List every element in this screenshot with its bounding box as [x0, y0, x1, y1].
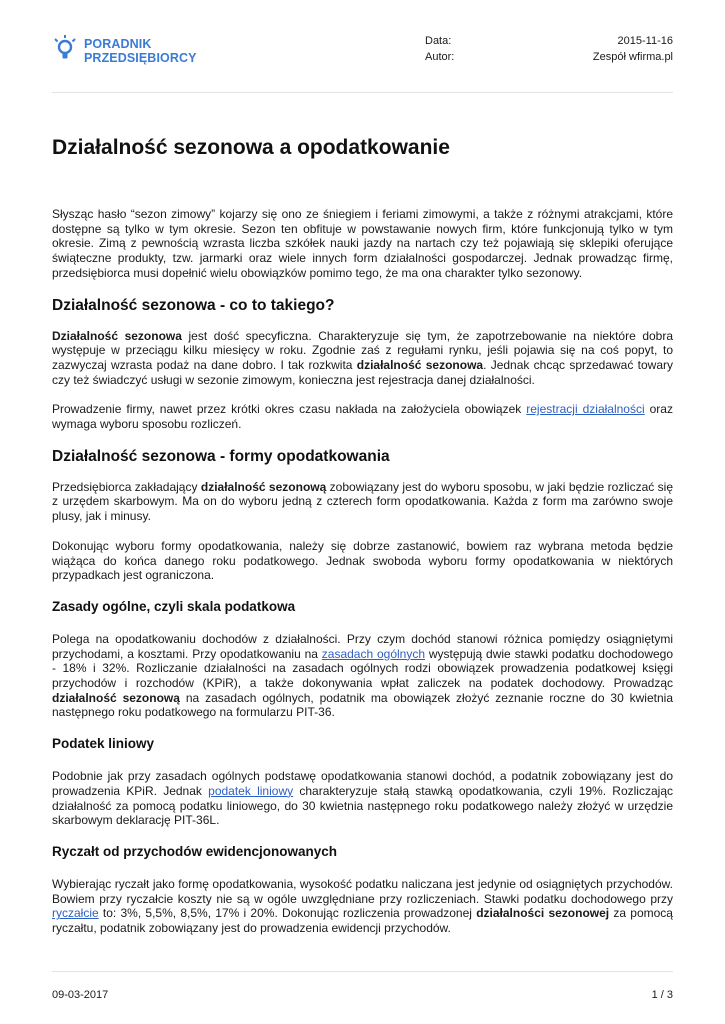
- paragraph: [52, 769, 673, 828]
- footer-date: 09-03-2017: [52, 989, 109, 1001]
- date-label: Data:: [425, 35, 452, 47]
- logo-line-1: PORADNIK: [84, 37, 152, 51]
- paragraph: [52, 329, 673, 388]
- header-divider: [52, 92, 673, 93]
- intro-paragraph: Słysząc hasło “sezon zimowy” kojarzy się ono ze śniegiem i feriami zimowymi, a także z różnymi atrakcjami, które dostępne są tylko w tym okresie. Sezon ten obfituje w powstawanie nowych firm, które funkcjonują tylko w tym okresie. Zimą z pewnością wzrasta liczba szkółek nauki jazdy na nartach czy też pojawiają się sklepiki oferujące świąteczne produkty, tzw. jarmarki oraz wiele innych form działalności gospodarczej. Jednak prowadząc firmę, przedsiębiorca musi dopełnić wielu obowiązków pomimo tego, że ma ona charakter tylko sezonowy.: [52, 207, 673, 280]
- link-general-rules[interactable]: zasadach ogólnych: [321, 646, 426, 661]
- text-span: Podobnie jak przy zasadach ogólnych podstawę opodatkowania stanowi dochód, a podatnik zobowiązany jest do prowadzenia KPiR. Jednak: [52, 769, 673, 798]
- paragraph: Dokonując wyboru formy opodatkowania, należy się dobrze zastanowić, bowiem raz wybrana metoda będzie wiążąca do końca danego roku podatkowego. Jednak swoboda wyboru formy opodatkowania w niektórych przypadkach jest ograniczona.: [52, 538, 673, 583]
- text-span: to: 3%, 5,5%, 8,5%, 17% i 20%. Dokonując rozliczenia prowadzonej: [98, 906, 477, 921]
- text-span: Przedsiębiorca zakładający: [52, 479, 201, 494]
- page-title: Działalność sezonowa a opodatkowanie: [52, 136, 450, 159]
- bold-text: Działalność sezonowa: [52, 328, 182, 343]
- section-heading-linear-tax: Podatek liniowy: [52, 736, 155, 752]
- section-heading-lump-sum: Ryczałt od przychodów ewidencjonowanych: [52, 843, 338, 859]
- bold-text: działalność sezonową: [200, 479, 327, 494]
- text-span: charakteryzuje stałą stawką opodatkowania, czyli 19%. Rozliczając działalność za pomocą podatku liniowego, do 30 kwietnia następnego roku podatkowego należy złożyć w urzędzie skarbowym deklarację PIT-36L.: [52, 783, 673, 828]
- lightbulb-icon: [52, 33, 78, 65]
- bold-text: działalność sezonową: [52, 690, 180, 705]
- link-lump-sum[interactable]: ryczałcie: [52, 906, 99, 921]
- logo: [52, 33, 197, 65]
- paragraph: [52, 402, 673, 431]
- section-heading-what-is: Działalność sezonowa - co to takiego?: [52, 296, 335, 314]
- page-number: 1 / 3: [651, 989, 673, 1001]
- link-linear-tax[interactable]: podatek liniowy: [208, 783, 294, 798]
- author-value: Zespół wfirma.pl: [592, 51, 673, 63]
- logo-text: [84, 37, 197, 65]
- text-span: na zasadach ogólnych, podatnik ma obowiązek złożyć zeznanie roczne do 30 kwietnia następnego roku podatkowego na formularzu PIT-36.: [52, 690, 673, 720]
- text-span: Prowadzenie firmy, nawet przez krótki okres czasu nakłada na założyciela obowiązek: [52, 402, 527, 417]
- paragraph: [52, 632, 673, 720]
- date-value: 2015-11-16: [617, 35, 673, 47]
- bold-text: działalność sezonowa: [356, 357, 484, 372]
- text-span: Polega na opodatkowaniu dochodów z działalności. Przy czym dochód stanowi różnica pomiędzy osiągniętymi przychodami, a kosztami. Przy opodatkowaniu na: [52, 631, 673, 661]
- footer-divider: [52, 971, 673, 972]
- text-span: występują dwie stawki podatku dochodowego - 18% i 32%. Rozliczanie działalności na zasadach ogólnych rodzi obowiązek prowadzenia podatkowej księgi przychodów i rozchodów (KPiR), a także dokonywania wpłat zaliczek na podatek dochodowy. Prowadząc: [52, 646, 674, 691]
- text-span: zobowiązany jest do wyboru sposobu, w jaki będzie rozliczać się z urzędem skarbowym. Ma on do wyboru jedną z czterech form opodatkowania. Każda z form ma zarówno swoje plusy, jak i minusy.: [52, 479, 673, 524]
- paragraph: [52, 877, 673, 936]
- document-meta: [425, 33, 673, 65]
- text-span: Wybierając ryczałt jako formę opodatkowania, wysokość podatku naliczana jest jedynie od osiągniętych przychodów. Bowiem przy ryczałcie koszty nie są w ogóle uwzględniane przy rozliczeniach. Stawki podatku dochodowego przy: [52, 876, 673, 906]
- article: [52, 134, 673, 951]
- text-span: oraz wymaga wyboru sposobu rozliczeń.: [52, 402, 673, 432]
- link-registration[interactable]: rejestracji działalności: [526, 402, 645, 417]
- text-span: jest dość specyficzna. Charakteryzuje się tym, że zapotrzebowanie na niektóre dobra występuje w przeciągu kilku miesięcy w roku. Zgodnie zaś z regułami rynku, jeśli pojawia się na coś popyt, to zazwyczaj wzrasta podaż na dane dobro. I tak rozkwita: [52, 328, 674, 372]
- text-span: . Jednak chcąc sprzedawać towary czy też świadczyć usługi w sezonie zimowym, konieczna jest rejestracja danej działalności.: [52, 357, 673, 387]
- bold-text: działalności sezonowej: [476, 906, 610, 921]
- page-footer: [52, 989, 673, 1001]
- section-heading-general-rules: Zasady ogólne, czyli skala podatkowa: [52, 598, 296, 614]
- paragraph: [52, 480, 673, 524]
- section-heading-tax-forms: Działalność sezonowa - formy opodatkowania: [52, 447, 390, 465]
- logo-line-2: PRZEDSIĘBIORCY: [84, 51, 197, 65]
- meta-date-row: [425, 33, 673, 49]
- meta-author-row: [425, 49, 673, 65]
- author-label: Autor:: [425, 51, 455, 63]
- text-span: za pomocą ryczałtu, podatnik zobowiązany jest do prowadzenia ewidencji przychodów.: [52, 906, 673, 936]
